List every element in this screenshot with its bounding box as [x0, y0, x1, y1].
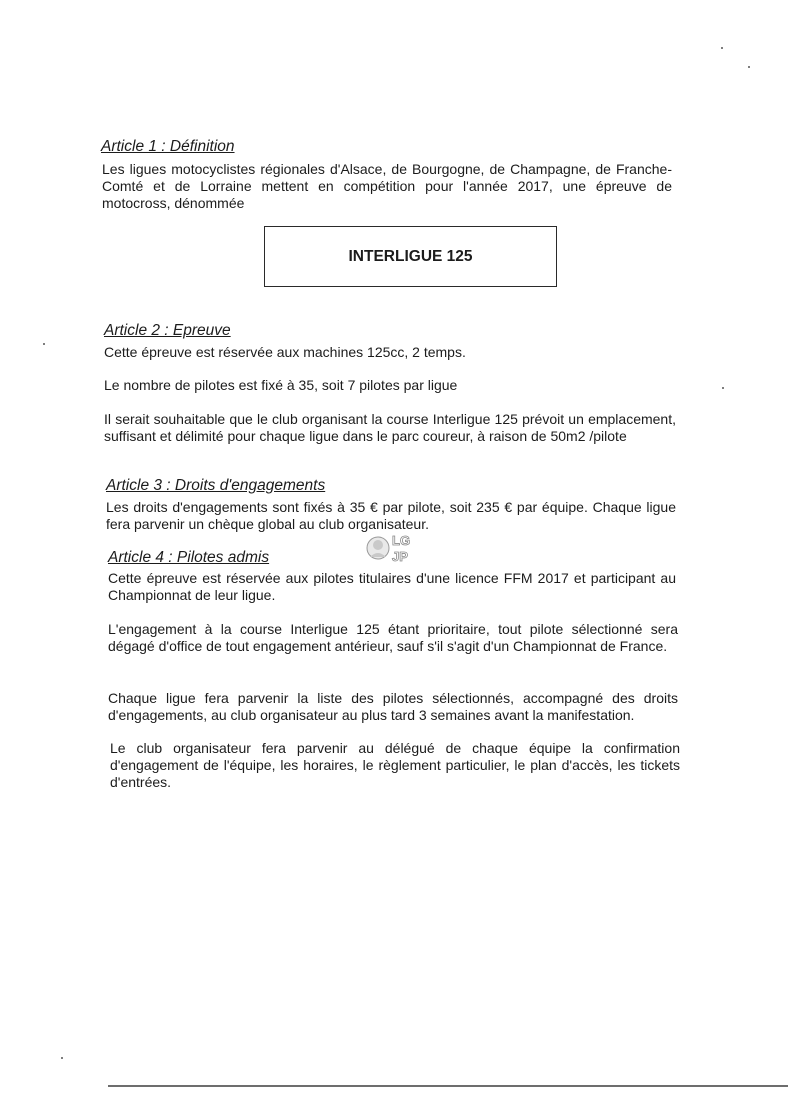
article-3-text: Les droits d'engagements sont fixés à 35 € par pilote, soit 235 € par équipe. Chaque ligue fera parvenir un chèque global au club organisateur. — [106, 499, 676, 532]
scan-speck — [43, 343, 45, 345]
stamp-line-2: JP — [392, 549, 408, 564]
scan-speck — [722, 387, 724, 389]
scan-edge-line — [108, 1085, 788, 1087]
event-title: INTERLIGUE 125 — [348, 247, 473, 265]
article-1-text: Les ligues motocyclistes régionales d'Alsace, de Bourgogne, de Champagne, de Franche-Comté et de Lorraine mettent en compétition pour l'année 2017, une épreuve de motocross, dénommée — [102, 161, 672, 211]
article-2-paragraph-2: Le nombre de pilotes est fixé à 35, soit 7 pilotes par ligue — [104, 377, 458, 393]
article-2-paragraph-3: Il serait souhaitable que le club organisant la course Interligue 125 prévoit un emplacement, suffisant et délimité pour chaque ligue dans le parc coureur, à raison de 50m2 /pilote — [104, 411, 676, 444]
watermark-stamp-icon — [364, 529, 420, 567]
scan-speck — [721, 47, 723, 49]
scan-speck — [748, 66, 750, 68]
article-4-heading: Article 4 : Pilotes admis — [108, 549, 270, 566]
article-4-paragraph-3: Chaque ligue fera parvenir la liste des pilotes sélectionnés, accompagné des droits d'engagements, au club organisateur au plus tard 3 semaines avant la manifestation. — [108, 690, 678, 723]
article-1-heading: Article 1 : Définition — [101, 138, 235, 155]
article-4-paragraph-2: L'engagement à la course Interligue 125 étant prioritaire, tout pilote sélectionné sera dégagé d'office de tout engagement antérieur, sauf s'il s'agit d'un Championnat de France. — [108, 621, 678, 654]
article-3-heading: Article 3 : Droits d'engagements — [106, 477, 326, 494]
event-title-box — [264, 226, 557, 287]
article-2-paragraph-1: Cette épreuve est réservée aux machines 125cc, 2 temps. — [104, 344, 466, 360]
article-4-paragraph-4: Le club organisateur fera parvenir au délégué de chaque équipe la confirmation d'engagement de l'équipe, les horaires, le règlement particulier, le plan d'accès, les tickets d'entrées. — [110, 740, 680, 790]
article-2-heading: Article 2 : Epreuve — [104, 322, 231, 339]
stamp-line-1: LG — [392, 533, 411, 548]
scan-speck — [61, 1057, 63, 1059]
article-4-paragraph-1: Cette épreuve est réservée aux pilotes titulaires d'une licence FFM 2017 et participant au Championnat de leur ligue. — [108, 570, 676, 603]
